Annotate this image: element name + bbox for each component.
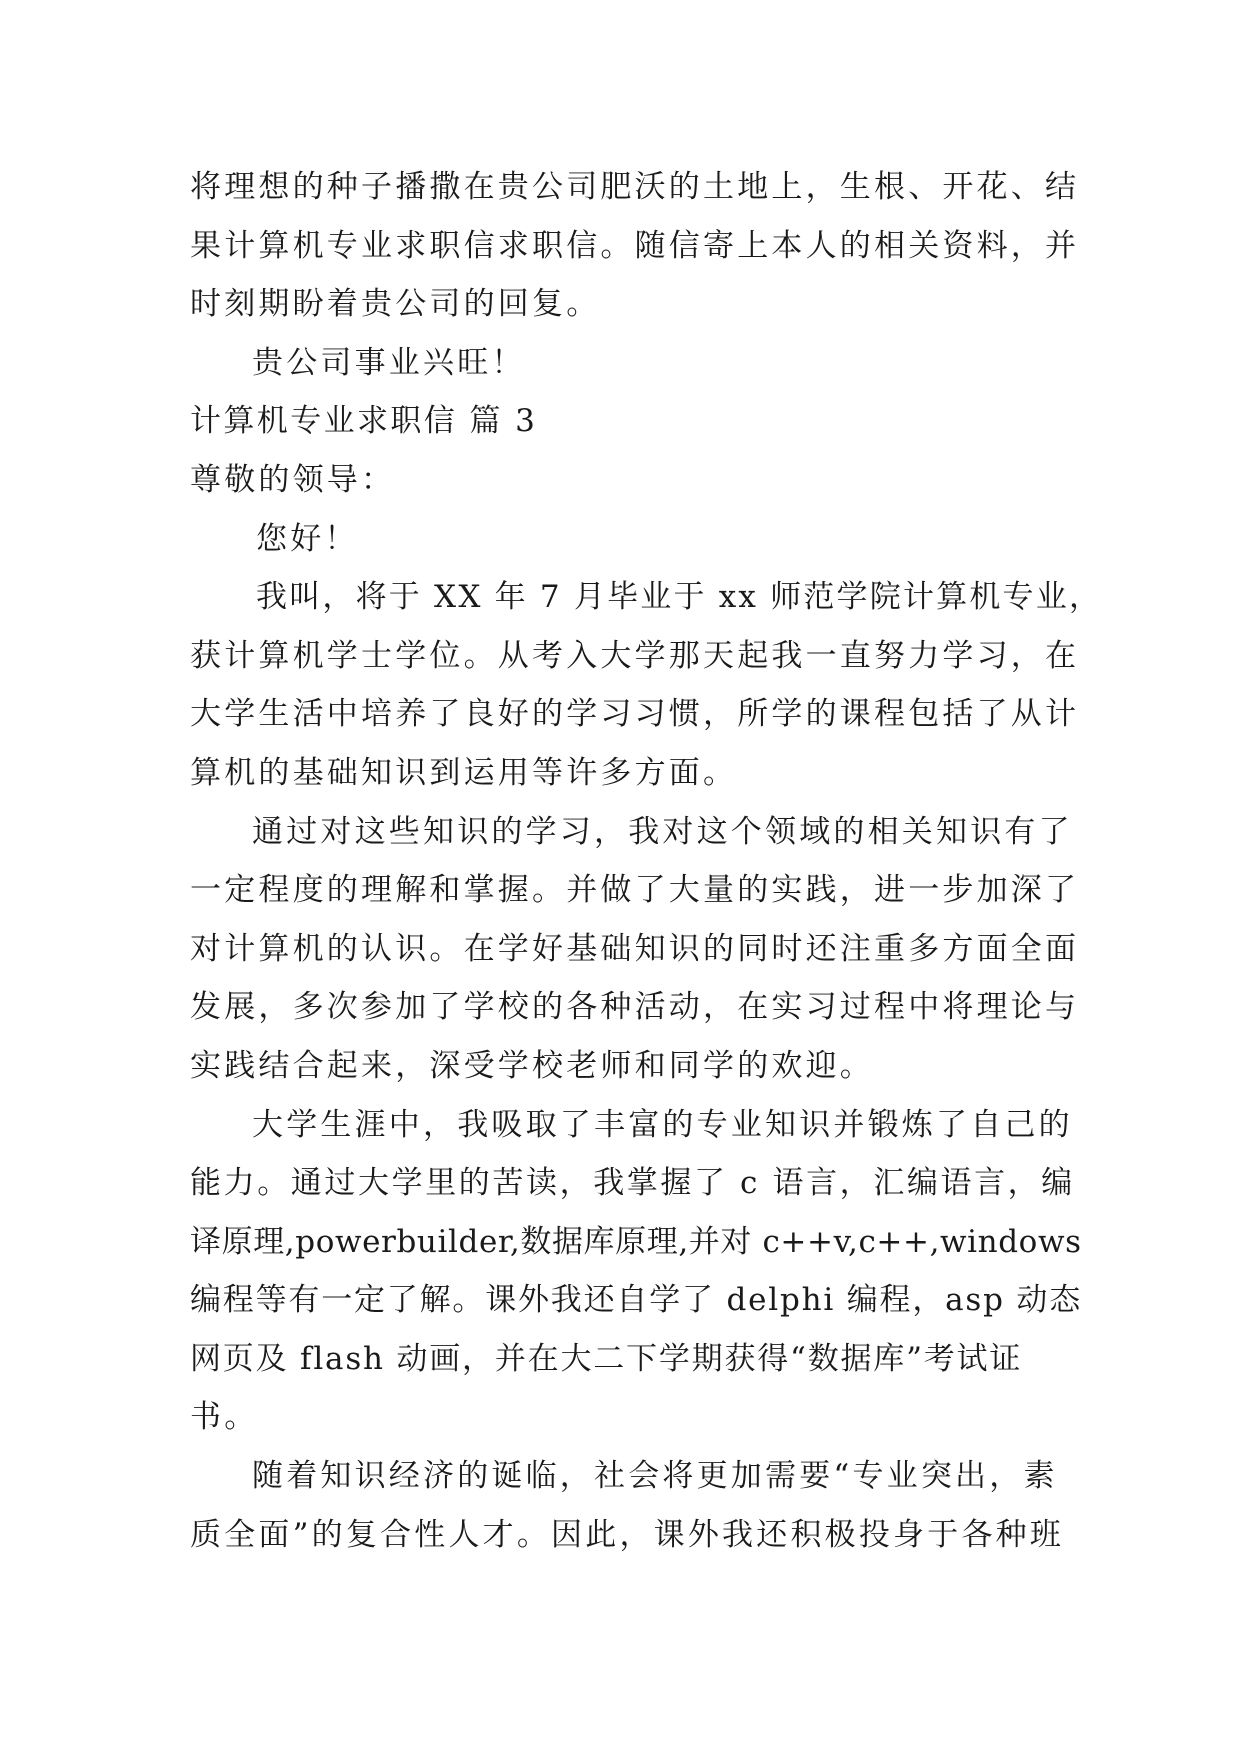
text-line: 发展，多次参加了学校的各种活动，在实习过程中将理论与 (190, 989, 1080, 1026)
section-heading: 计算机专业求职信 篇 3 (190, 403, 538, 440)
text-line: 将理想的种子播撒在贵公司肥沃的土地上，生根、开花、结 (190, 169, 1080, 205)
closing-wish: 贵公司事业兴旺！ (252, 344, 526, 381)
text-line: 译原理,powerbuilder,数据库原理,并对 c++v,c++,windows (190, 1223, 1082, 1260)
text-line: 大学生活中培养了良好的学习习惯，所学的课程包括了从计 (190, 696, 1080, 733)
text-line: 质全面”的复合性人才。因此，课外我还积极投身于各种班 (190, 1516, 1065, 1553)
text-line: 大学生涯中，我吸取了丰富的专业知识并锻炼了自己的 (252, 1106, 1073, 1143)
salutation: 尊敬的领导： (190, 461, 396, 498)
text-line: 网页及 flash 动画，并在大二下学期获得“数据库”考试证 (190, 1340, 1023, 1377)
text-line: 获计算机学士学位。从考入大学那天起我一直努力学习，在 (190, 637, 1080, 674)
document-body (190, 158, 1103, 1564)
text-line: 果计算机专业求职信求职信。随信寄上本人的相关资料，并 (190, 227, 1080, 264)
text-line: 对计算机的认识。在学好基础知识的同时还注重多方面全面 (190, 930, 1080, 967)
text-line: 一定程度的理解和掌握。并做了大量的实践，进一步加深了 (190, 872, 1080, 909)
text-line: 时刻期盼着贵公司的回复。 (190, 286, 601, 323)
text-line: 实践结合起来，深受学校老师和同学的欢迎。 (190, 1047, 874, 1084)
text-line: 能力。通过大学里的苦读，我掌握了 c 语言，汇编语言，编 (190, 1165, 1075, 1202)
text-line: 书。 (190, 1399, 259, 1436)
text-line: 编程等有一定了解。课外我还自学了 delphi 编程，asp 动态 (190, 1282, 1083, 1319)
text-line: 随着知识经济的诞临，社会将更加需要“专业突出，素 (252, 1458, 1058, 1495)
text-line: 通过对这些知识的学习，我对这个领域的相关知识有了 (252, 813, 1073, 850)
text-line: 我叫，将于 XX 年 7 月毕业于 xx 师范学院计算机专业， (256, 579, 1103, 616)
greeting: 您好！ (256, 520, 359, 557)
text-line: 算机的基础知识到运用等许多方面。 (190, 754, 738, 791)
